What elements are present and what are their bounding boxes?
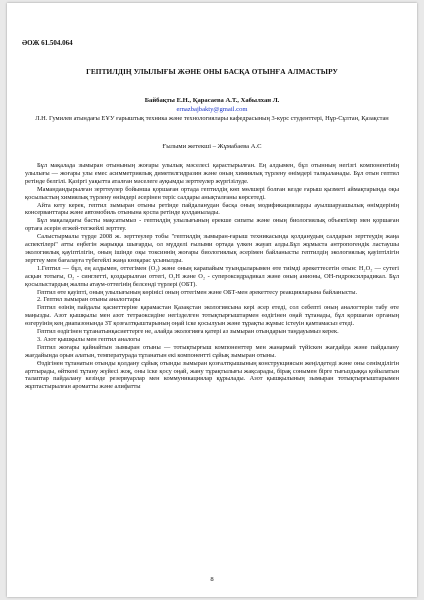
author-list: Байбақты Е.Н., Қарасаева А.Т., Хабылхан Л. — [144, 97, 280, 104]
paragraph: Бұл мақалада зымыран отынының жоғары улылық мәселесі қарастырылған. Ең алдымен, бұл отынның негізгі компонентінің улылығы — жоғары улы емес асимметриялық диметилгидразин және оның химиялық түрлену өнімдері талқыланады. Бұл отын гептил ретінде белгілі. Қазіргі уақытта аталған мәселеге ауқымды зерттеулер жүргізілуде. — [25, 162, 399, 185]
author-email[interactable]: ernazbajbakty@gmail.com — [176, 106, 248, 113]
scientific-advisor: Ғылыми жетекші – Жұмабаева А.С — [162, 143, 262, 150]
paragraph: Гептил өзінің пайдалы қасиеттеріне қарамастан Қазақстан экологиясына кері әсер етеді, сол себепті оның аналогтерін табу өте маңызды. Азот қышқылы мен азот тетраоксидіне негізделген тотықтырғыштармен өздігінен оңай тұтанады, бұл қоршаған органың өзгеруінің кең диапазонында ЗТ қозғалтқыштарының оңай іске қосылуын және тұрақты жұмыс істеуін қамтамасыз етеді. — [25, 304, 399, 328]
body-text — [25, 162, 399, 565]
paragraph: Гептил жоғары қайнайтын зымыран отыны — тотықтырғыш компоненттер мен жанармай түйіскен жағдайда және пайдалану жағдайында орын алатын, температурада тұтанатын екі компонентті сұйық зымыран отыны. — [25, 343, 399, 359]
paragraph: 1.Гептил — бұл, ең алдымен, оттегімен (O₂) және оның карапайым туындыларымен өте тиімді әрекеттесетін отын: H₂O₂ — сутегі асқын тотығы, O₂ - синглетті, қоздырылған оттегі, O₂H және O₂ - супероксидрадикал және оның анионы, OH-гидроксилрадикал. Бұл қосылыстардың жалпы атаум-оттегінің белсенді түрлері (ОБТ). — [25, 264, 399, 288]
page-number: 8 — [210, 576, 214, 583]
document-page — [7, 3, 417, 597]
paragraph: Гептил өздігінен тұтанатынқасиеттерге не, алайда экологияға қатері аз зымыран отындарын таңдауымыз керек. — [37, 328, 339, 336]
paragraph: Мамандандырылған зерттеулер бойынша қоршаған ортада гептилдің көп мөлшері болған кезде ғарыш қызметі аймақтарында оқы қосылыстың химиялық түрлену өнімдері әсерінен теріс салдары анықталғаны көрсетеді. — [25, 185, 399, 201]
section-heading: 3. Азот қышқылы мен гептил аналогы — [37, 335, 141, 343]
affiliation: Л.Н. Гумилев атындағы ЕҰУ ғарыштық техника және технологиялары кафедрасының 3-курс студенттері, Нұр-Сұлтан, Қазақстан — [35, 115, 389, 122]
paragraph: Өздігінен тұтанатын отынды қолдану сұйық отынды зымыран қозғалтқышының конструкциясын жеңілдетеді және оны сенімділігін арттырады, өйткені тұтану жүйесі жоқ, оны іске қосу оңай, жану тұрақтылығы жақсарады, бірақ сонымен бірге тығыздыққа қойылатын талаптар пайдалану кезінде резервуарлар мен коммуникациялар құрылады. Азот қышқылының зымыран тотықтырғыштарымен жұптастырылған ароматты және алифатты — [25, 359, 399, 391]
paper-title: ГЕПТИЛДІҢ УЛЫЛЫҒЫ ЖӘНЕ ОНЫ БАСҚА ОТЫНҒА АЛМАСТЫРУ — [86, 67, 338, 76]
paragraph: Бұл мақаладағы басты мақсатымыз - гептилдің улылығының ерекше сипаты және оның биологиялық объектілер мен қоршаған ортаға әсерін егжей-тегжейлі зерттеу. — [25, 217, 399, 233]
section-heading: 2. Гептил зымыран отыны аналогтары — [37, 296, 141, 304]
udk-code: ӘОЖ 61.504.064 — [22, 39, 73, 47]
paragraph: Айта кету керек, гептил зымыран отыны ретінде пайдаланудан басқа оның модификацияларды ауылшаруашылық өнімдерінің консерванттары және автомобиль отынына қоспа ретінде қолданылады. — [25, 201, 399, 217]
paragraph: Салыстырмалы түрде 2008 ж. зерттеулер тобы "гептилдің зымыран-ғарыш техникасында қолданудың салдарын зерттеудің жаңа аспектілері" атты еңбегін жарыққа шығарды, ол мүдделі ғылыми ортада үлкен жауап алды.Бұл жұмыста антропогендік ластаушы экологиялық қауіптілігін, оның ішінде оқы токсиннің жоғары биологиялық әсерімен байланысты гептилдің экологиялық қауіптілігін зерттеу мен бағалауға түбегейлі жаңа көзқарас ұсынылды. — [25, 233, 399, 264]
paragraph: Гептил өте қауіпті, оның улылығының көрінісі оның оттегімен және ОБТ-мен әрекеттесу реакцияларына байланысты. — [37, 288, 358, 296]
